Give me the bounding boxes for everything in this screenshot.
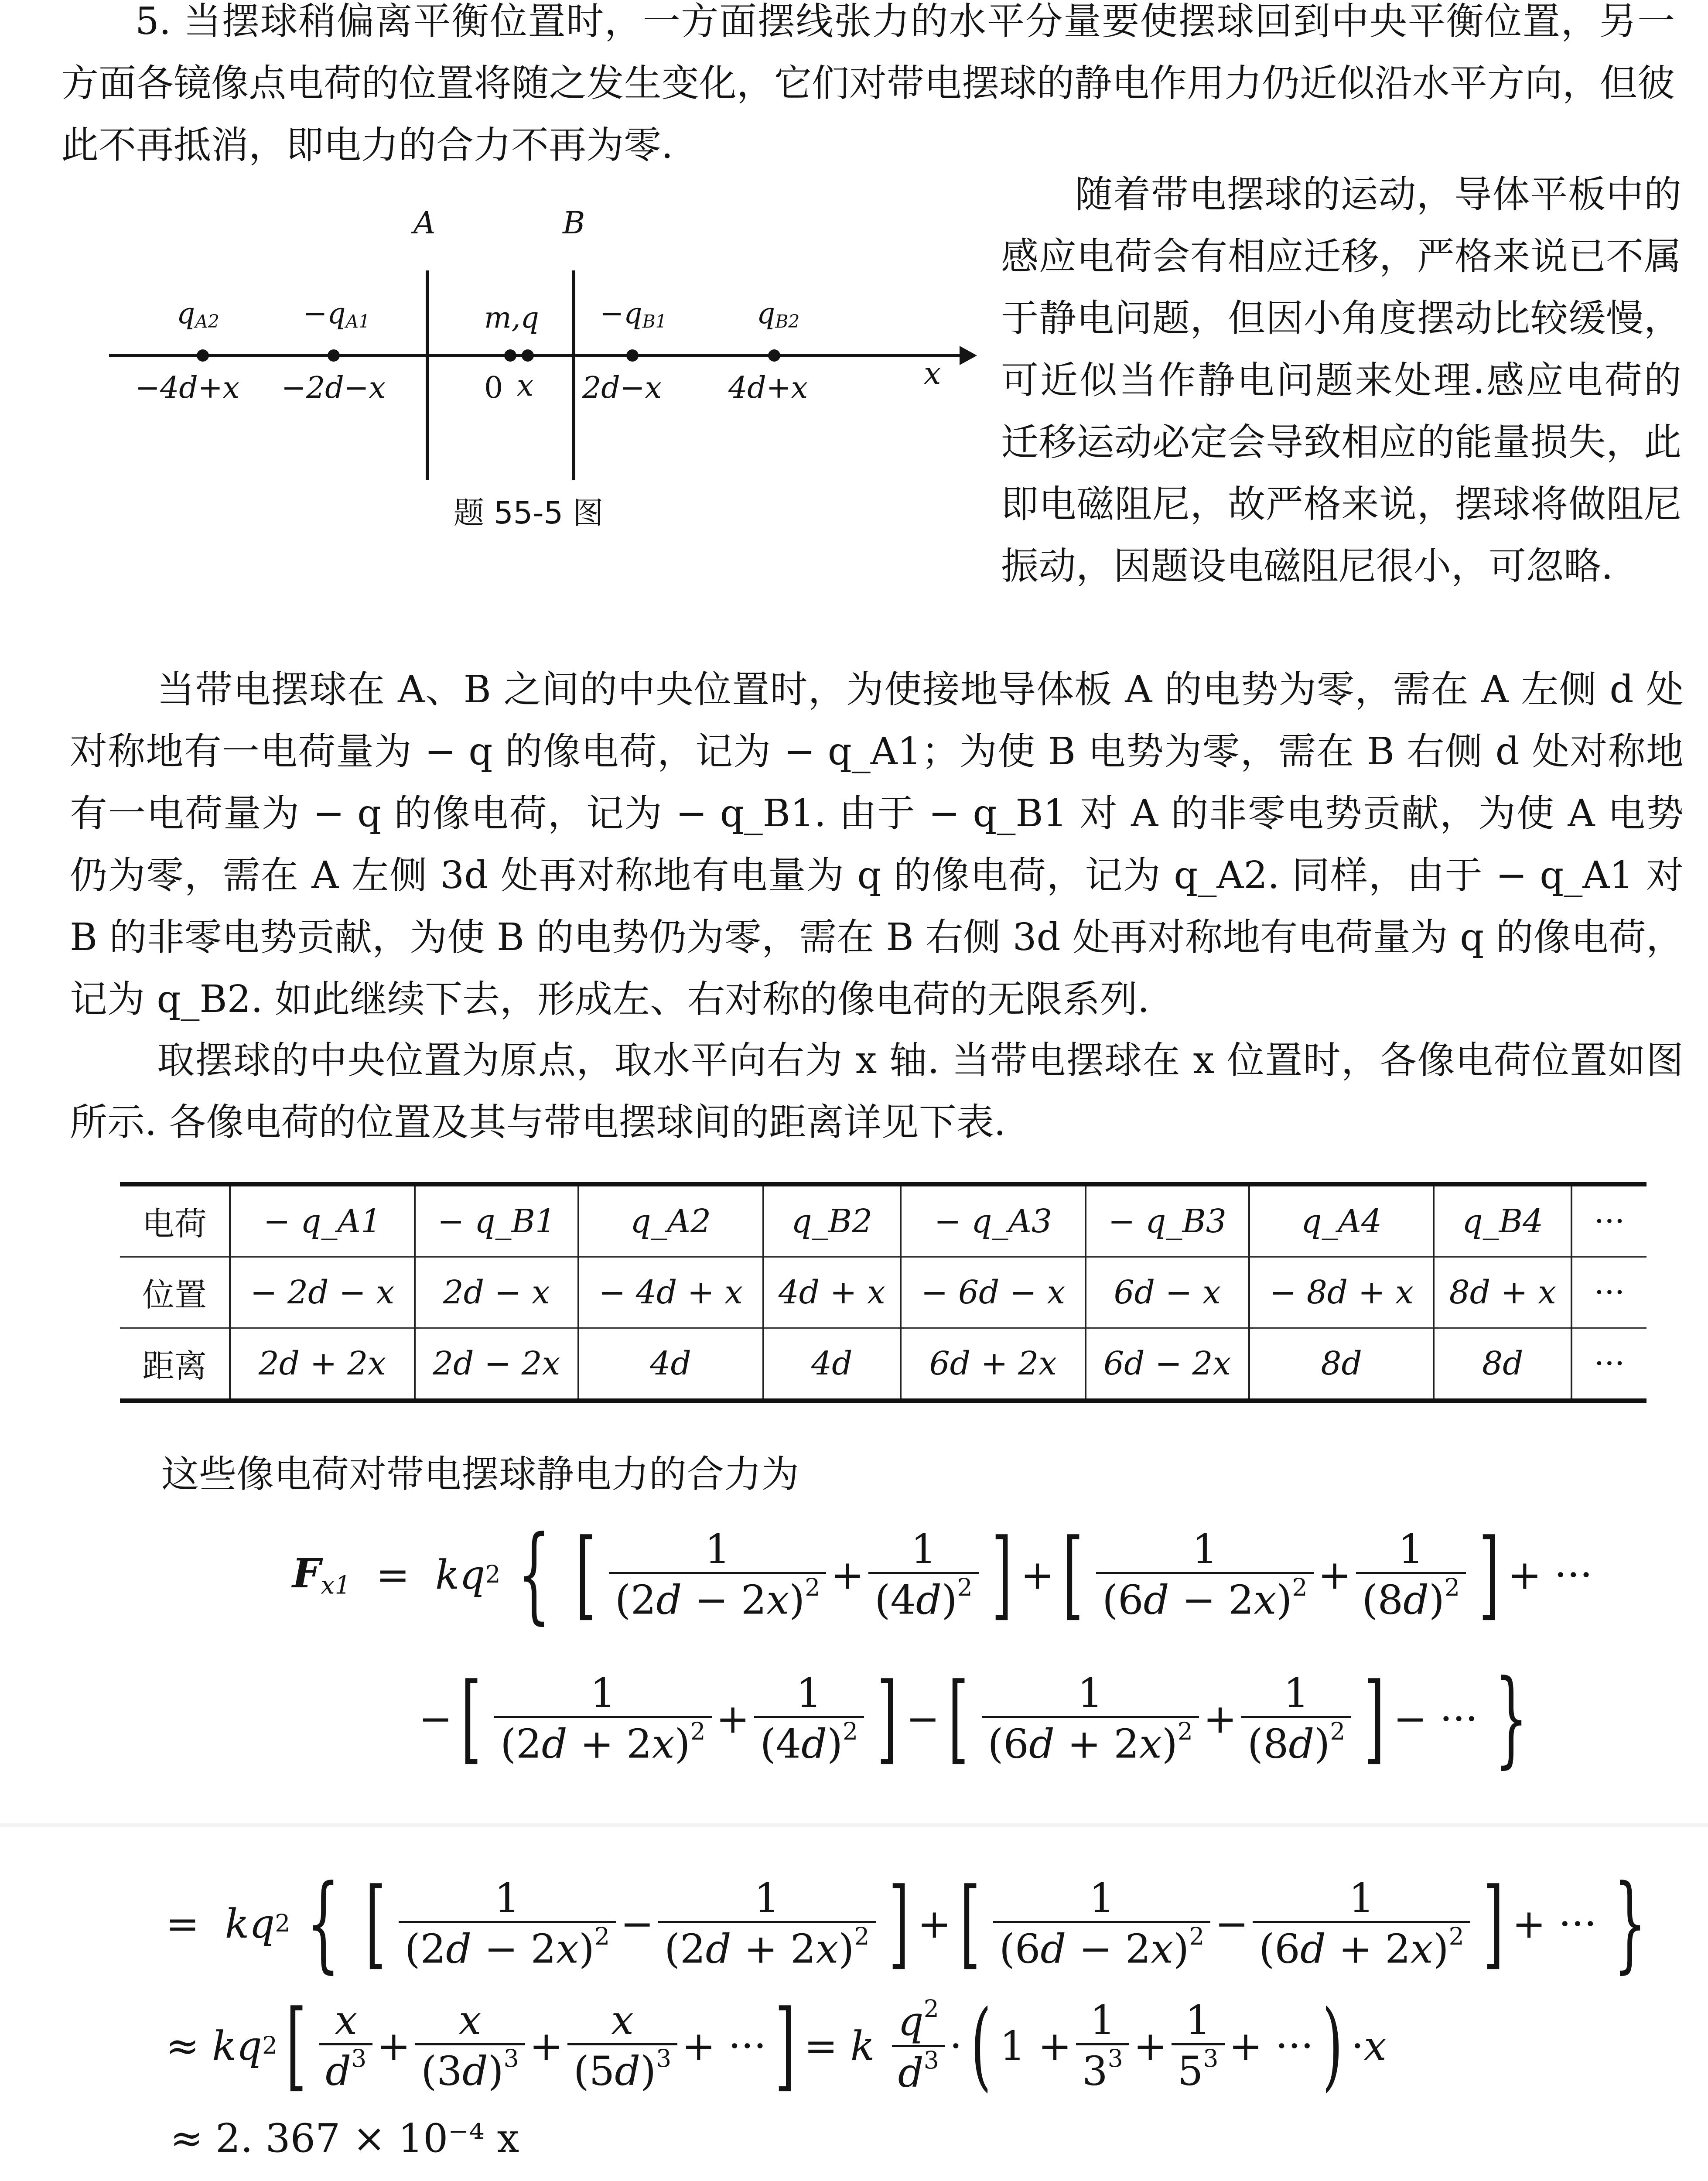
table-cell: ··· [1571, 1184, 1647, 1257]
table-cell: − 6d − x [901, 1257, 1086, 1328]
table-cell: 2d − 2x [415, 1328, 578, 1401]
charge-label-qA2: $q_{A2}$ [177, 297, 219, 332]
side-paragraph: 随着带电摆球的运动，导体平板中的感应电荷会有相应迁移，严格来说已不属于静电问题，但因小角度摆动比较缓慢，可近似当作静电问题来处理.感应电荷的迁移运动必定会导致相应的能量损失，此即电磁阻尼，故严格来说，摆球将做阻尼振动，因题设电磁阻尼很小，可忽略. [1001, 173, 1681, 588]
table-cell: − 2d − x [230, 1257, 415, 1328]
plate-B-label: B [563, 205, 585, 241]
table-cell: 4d [763, 1328, 901, 1401]
equation-fx1-line2: − [ $\frac{1}{(2d + 2x)^2}$ + $\frac{1}{(4d)^2}$ ] − [ $\frac{1}{(6d + 2x)^2}$ + $\frac{1}{(8d)^2}$ ] − ··· } [419, 1658, 1528, 1779]
equation-combined: = kq 2 { [ $\frac{1}{(2d - 2x)^2}$ − $\frac{1}{(2d + 2x)^2}$ ] + [ $\frac{1}{(6d - 2x)^2}$ − $\frac{1}{(6d + 2x)^2}$ ] + ··· } [166, 1863, 1647, 1984]
pos-label-3: 0 [484, 371, 503, 405]
table-cell: q_A2 [578, 1184, 763, 1257]
pos-label-1: −4d+x [135, 371, 240, 405]
table-cell: ··· [1571, 1257, 1647, 1328]
image-charge-table [120, 1182, 1647, 1403]
paragraph-image-charges: 当带电摆球在 A、B 之间的中央位置时，为使接地导体板 A 的电势为零，需在 A 左侧 d 处对称地有一电荷量为 − q 的像电荷，记为 − q_A1；为使 B 电势为零，需在 B 右侧 d 处对称地有一电荷量为 − q 的像电荷，记为 − q_B1. 由于 − q_B1 对 A 的非零电势贡献，为使 A 电势仍为零，需在 A 左侧 3d 处再对称地有电量为 q 的像电荷，记为 q_A2. 同样，由于 − q_A1 对 B 的非零电势贡献，为使 B 的电势仍为零，需在 B 右侧 3d 处再对称地有电荷量为 q 的像电荷，记为 q_B2. 如此继续下去，形成左、右对称的像电荷的无限系列. [70, 668, 1684, 1021]
table-cell: 4d + x [763, 1257, 901, 1328]
x-axis-label: x [924, 356, 941, 391]
intro-paragraph: 5. 当摆球稍偏离平衡位置时，一方面摆线张力的水平分量要使摆球回到中央平衡位置，另一方面各镜像点电荷的位置将随之发生变化，它们对带电摆球的静电作用力仍近似沿水平方向，但彼此不再抵消，即电力的合力不再为零. [61, 0, 1675, 167]
tension-intro [109, 2179, 829, 2181]
table-cell: 6d + 2x [901, 1328, 1086, 1401]
plate-A-label: A [413, 205, 436, 241]
table-cell: ··· [1571, 1328, 1647, 1401]
charge-label-qB2: $q_{B2}$ [757, 297, 800, 332]
dot-q-A2 [197, 349, 209, 362]
table-cell: 8d + x [1434, 1257, 1571, 1328]
dot-origin [504, 349, 516, 362]
pos-label-2: −2d−x [281, 371, 386, 405]
image-charge-figure [87, 192, 977, 506]
x-axis-arrow [960, 346, 977, 365]
table-cell: − q_A1 [230, 1184, 415, 1257]
table-row-positions [120, 1257, 1647, 1328]
table-row-charges [120, 1184, 1647, 1257]
equation-approx-series: ≈ kq 2 [ $\frac{x}{d^3}$ + $\frac{x}{(3d)^3}$ + $\frac{x}{(5d)^3}$ + ··· ] = k $\frac{q^2}{d^3}$ · ( 1 + $\frac{1}{3^3}$ + $\frac{1}{5^3}$ + ··· ) · x [166, 1989, 1387, 2102]
table-cell: q_B2 [763, 1184, 901, 1257]
table-cell: − q_B1 [415, 1184, 578, 1257]
table-row-distances [120, 1328, 1647, 1401]
row-header-charge: 电荷 [120, 1184, 230, 1257]
table-cell: q_A4 [1249, 1184, 1434, 1257]
table-cell: 6d − x [1086, 1257, 1249, 1328]
equation-fx1-line1: $F_{x1}$ = kq 2 { [ $\frac{1}{(2d - 2x)^2}$ + $\frac{1}{(4d)^2}$ ] + [ $\frac{1}{(6d - 2x)^2}$ + $\frac{1}{(8d)^2}$ ] + ··· [292, 1514, 1593, 1635]
table-cell: 2d + 2x [230, 1328, 415, 1401]
sum-intro: 这些像电荷对带电摆球静电力的合力为 [161, 1453, 799, 1496]
dot-q-A1 [328, 349, 340, 362]
table-cell: 8d [1249, 1328, 1434, 1401]
table-cell: 8d [1434, 1328, 1571, 1401]
pos-label-6: 4d+x [728, 371, 808, 405]
row-header-position: 位置 [120, 1257, 230, 1328]
table-cell: − q_B3 [1086, 1184, 1249, 1257]
table-cell: − q_A3 [901, 1184, 1086, 1257]
dot-q-B2 [768, 349, 780, 362]
table-cell: − 4d + x [578, 1257, 763, 1328]
figure-caption: 题 55-5 图 [454, 495, 604, 531]
charge-label-pendulum: m,q [484, 301, 539, 335]
row-header-distance: 距离 [120, 1328, 230, 1401]
charge-label-qB1: $-q_{B1}$ [600, 297, 667, 332]
table-cell: q_B4 [1434, 1184, 1571, 1257]
dot-pendulum [522, 349, 534, 362]
pos-label-5: 2d−x [582, 371, 662, 405]
pos-label-4: x [517, 369, 534, 403]
table-cell: 6d − 2x [1086, 1328, 1249, 1401]
table-cell: 4d [578, 1328, 763, 1401]
charge-label-qA1: $-q_{A1}$ [303, 297, 370, 332]
table-cell: − 8d + x [1249, 1257, 1434, 1328]
page-separator [0, 1823, 1708, 1827]
approx-value: ≈ 2. 367 × 10⁻⁴ x [170, 2116, 519, 2161]
table-cell: 2d − x [415, 1257, 578, 1328]
dot-q-B1 [626, 349, 639, 362]
paragraph-axis: 取摆球的中央位置为原点，取水平向右为 x 轴. 当带电摆球在 x 位置时，各像电荷位置如图所示. 各像电荷的位置及其与带电摆球间的距离详见下表. [70, 1039, 1684, 1144]
